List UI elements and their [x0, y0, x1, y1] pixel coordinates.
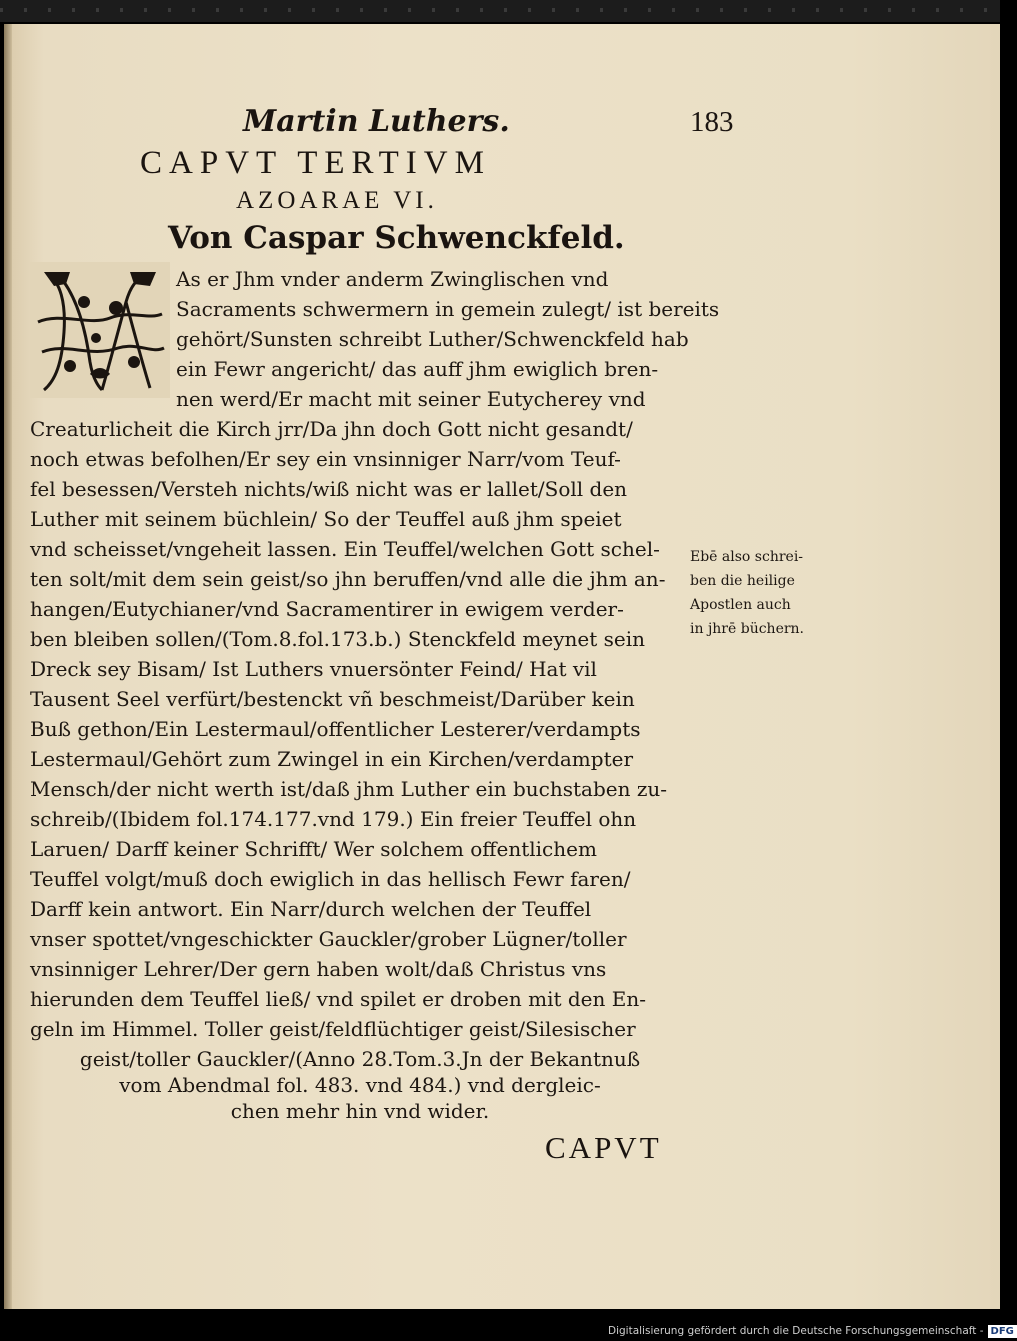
decorated-initial-icon [30, 262, 170, 398]
body-line: vnsinniger Lehrer/Der gern haben wolt/daß Christus vns [30, 957, 607, 981]
margin-note-line: ben die heilige [690, 573, 795, 589]
caput-heading: CAPVT TERTIVM [140, 145, 491, 181]
footer-text: Digitalisierung gefördert durch die Deutsche Forschungsgemeinschaft - [608, 1325, 984, 1337]
body-line: gehört/Sunsten schreibt Luther/Schwenckfeld hab [176, 327, 689, 351]
body-line: Teuffel volgt/muß doch ewiglich in das hellisch Fewr faren/ [30, 867, 631, 891]
margin-note-line: Ebē also schrei- [690, 549, 804, 565]
body-line: ein Fewr angericht/ das auff jhm ewiglich bren- [176, 357, 659, 381]
body-line: hierunden dem Teuffel ließ/ vnd spilet er droben mit den En- [30, 987, 646, 1011]
page-gutter-edge [4, 24, 12, 1309]
margin-note-line: in jhrē büchern. [690, 621, 805, 637]
dfg-logo-icon: DFG [988, 1325, 1017, 1338]
margin-note-line: Apostlen auch [690, 597, 791, 613]
body-line: Sacraments schwermern in gemein zulegt/ ist bereits [176, 297, 720, 321]
top-scan-strip [0, 0, 1000, 22]
body-line: schreib/(Ibidem fol.174.177.vnd 179.) Ein freier Teuffel ohn [30, 807, 637, 831]
funding-footer [608, 1322, 1014, 1341]
body-line: Laruen/ Darff keiner Schrifft/ Wer solchem offentlichem [30, 837, 597, 861]
body-line: Dreck sey Bisam/ Ist Luthers vnuersönter Feind/ Hat vil [30, 657, 597, 681]
body-line: Lestermaul/Gehört zum Zwingel in ein Kirchen/verdampter [30, 747, 633, 771]
page-number: 183 [690, 106, 734, 138]
body-line: noch etwas befolhen/Er sey ein vnsinniger Narr/vom Teuf- [30, 447, 621, 471]
body-line: geln im Himmel. Toller geist/feldflüchtiger geist/Silesischer [30, 1017, 636, 1041]
body-line: Luther mit seinem büchlein/ So der Teuffel auß jhm speiet [30, 507, 622, 531]
catchword: CAPVT [545, 1130, 662, 1165]
body-line: Creaturlicheit die Kirch jrr/Da jhn doch Gott nicht gesandt/ [30, 417, 633, 441]
body-line: vnser spottet/vngeschickter Gauckler/grober Lügner/toller [30, 927, 627, 951]
body-line: As er Jhm vnder anderm Zwinglischen vnd [176, 267, 609, 291]
body-line: ben bleiben sollen/(Tom.8.fol.173.b.) Stenckfeld meynet sein [30, 627, 645, 651]
azoarae-heading: AZOARAE VI. [236, 187, 438, 214]
body-line: chen mehr hin vnd wider. [230, 1099, 490, 1123]
body-line: nen werd/Er macht mit seiner Eutycherey vnd [176, 387, 646, 411]
body-line: Darff kein antwort. Ein Narr/durch welchen der Teuffel [30, 897, 592, 921]
body-line: ten solt/mit dem sein geist/so jhn beruffen/vnd alle die jhm an- [30, 567, 666, 591]
running-header: Martin Luthers. [243, 104, 510, 139]
scan-dots [0, 8, 1000, 12]
body-line: fel besessen/Versteh nichts/wiß nicht was er lallet/Soll den [30, 477, 628, 501]
body-line: Mensch/der nicht werth ist/daß jhm Luther ein buchstaben zu- [30, 777, 668, 801]
body-line: Buß gethon/Ein Lestermaul/offentlicher Lesterer/verdampts [30, 717, 641, 741]
chapter-title: Von Caspar Schwenckfeld. [168, 220, 625, 256]
body-line: vnd scheisset/vngeheit lassen. Ein Teuffel/welchen Gott schel- [30, 537, 660, 561]
body-line: Tausent Seel verfürt/bestenckt vñ beschmeist/Darüber kein [30, 687, 635, 711]
body-line: hangen/Eutychianer/vnd Sacramentirer in ewigem verder- [30, 597, 624, 621]
body-line: geist/toller Gauckler/(Anno 28.Tom.3.Jn der Bekantnuß [79, 1047, 641, 1071]
body-line: vom Abendmal fol. 483. vnd 484.) vnd dergleic- [119, 1073, 601, 1097]
